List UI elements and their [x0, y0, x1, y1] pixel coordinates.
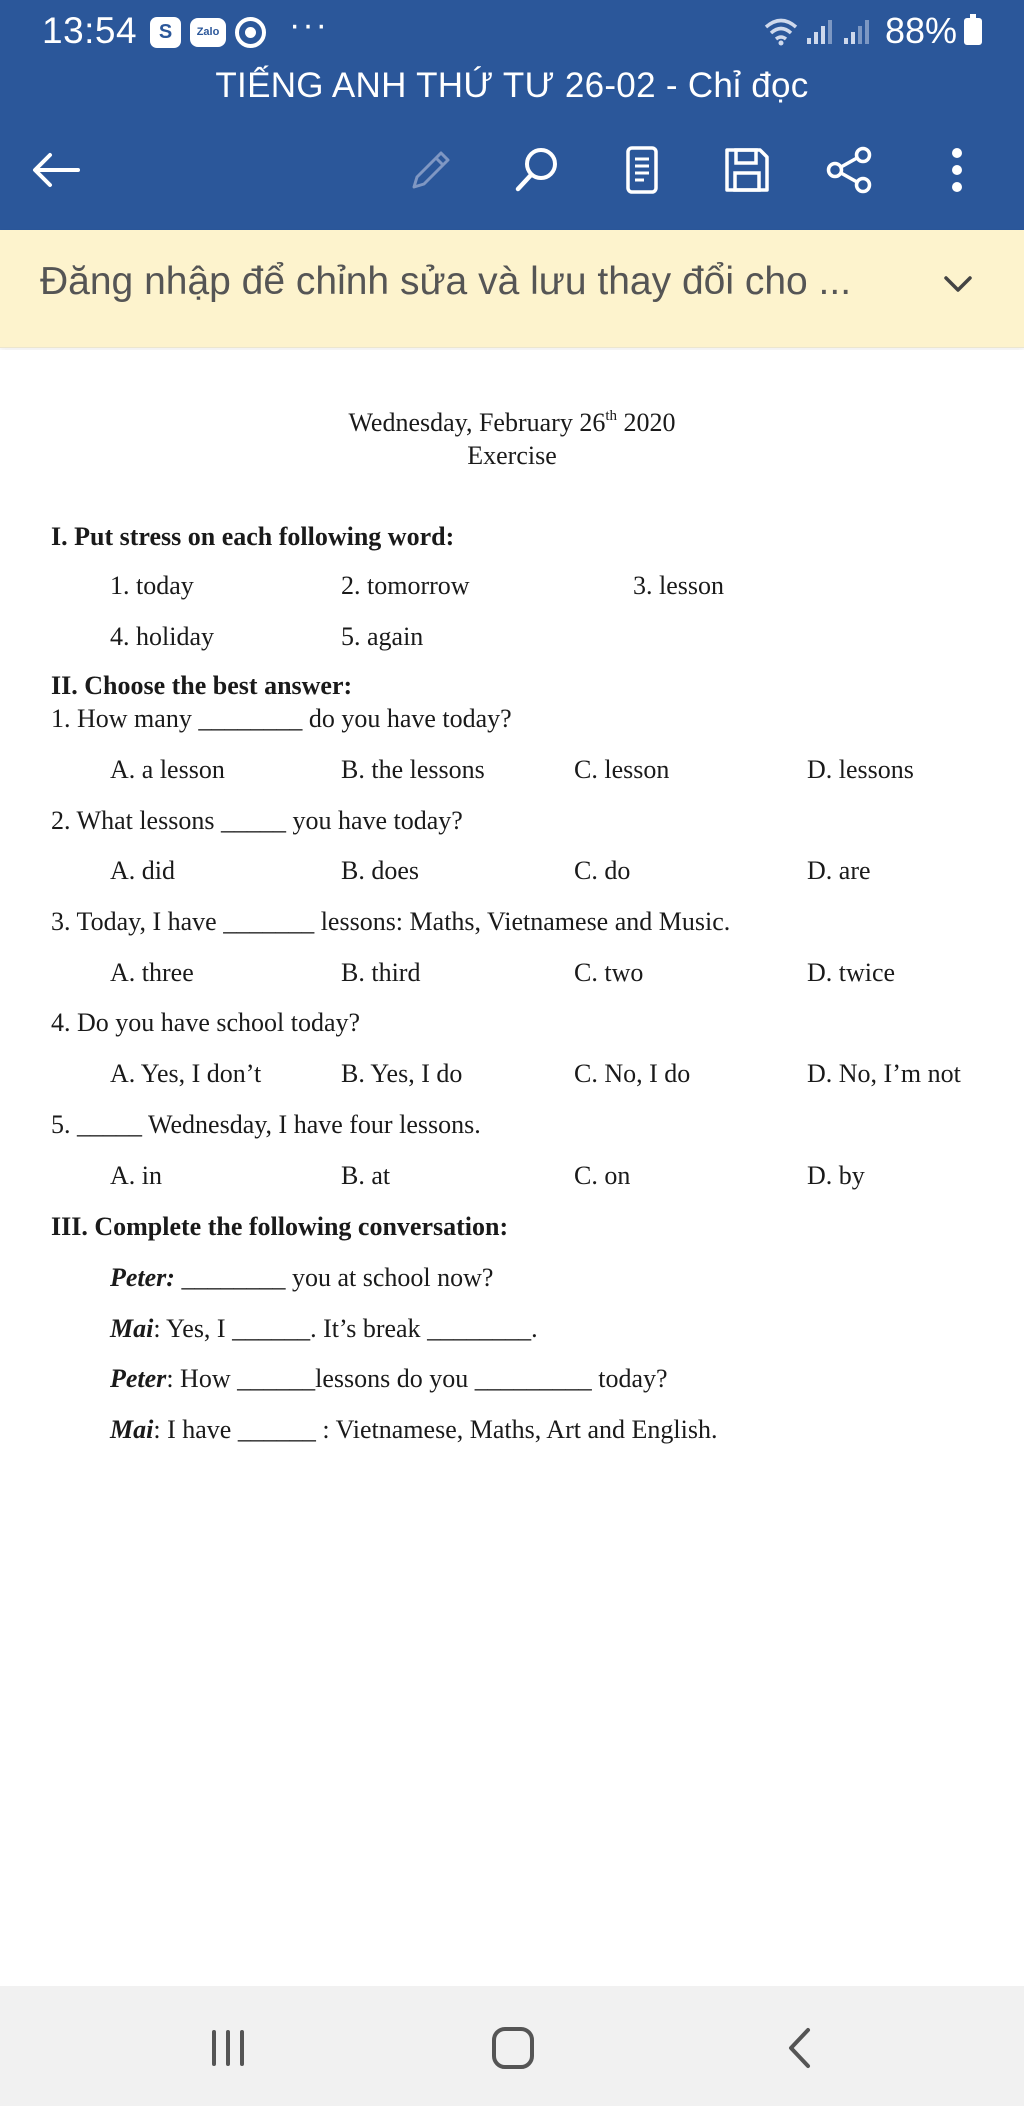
- share-icon[interactable]: [818, 138, 882, 202]
- speaker-name: Mai: [110, 1314, 154, 1343]
- conversation-line-2: Mai: Yes, I ______. It’s break ________.: [110, 1314, 538, 1343]
- answer-blank: ________: [198, 704, 303, 733]
- word-2: 2. tomorrow: [341, 571, 470, 600]
- zalo-icon: Zalo: [190, 18, 226, 47]
- section-2-heading: II. Choose the best answer:: [51, 671, 353, 700]
- status-time: 13:54: [42, 10, 138, 51]
- battery-icon: [964, 18, 982, 45]
- q1-option-b: B. the lessons: [341, 755, 485, 784]
- home-icon[interactable]: [473, 2008, 553, 2088]
- answer-blank: ________: [181, 1263, 286, 1292]
- question-5: 5. _____ Wednesday, I have four lessons.: [51, 1110, 481, 1139]
- conversation-line-4: Mai: I have ______ : Vietnamese, Maths, Art and English.: [110, 1415, 718, 1444]
- q3-option-a: A. three: [110, 958, 194, 987]
- status-bar: [0, 0, 1024, 64]
- answer-blank: _______: [223, 907, 315, 936]
- q1-option-a: A. a lesson: [110, 755, 225, 784]
- back-icon[interactable]: [760, 2008, 840, 2088]
- answer-blank: ______: [237, 1415, 316, 1444]
- shop-icon: S: [150, 17, 181, 48]
- answer-blank: ______: [237, 1364, 316, 1393]
- back-arrow-icon[interactable]: [24, 138, 88, 202]
- signin-banner-text: Đăng nhập để chỉnh sửa và lưu thay đổi cho ...: [40, 260, 852, 303]
- q3-option-d: D. twice: [807, 958, 896, 987]
- answer-blank: ________: [427, 1314, 532, 1343]
- signal-icon-1: [805, 16, 835, 46]
- document-title: TIẾNG ANH THỨ TƯ 26-02 - Chỉ đọc: [215, 66, 809, 105]
- word-4: 4. holiday: [110, 622, 214, 651]
- q3-option-c: C. two: [574, 958, 644, 987]
- question-2: 2. What lessons _____ you have today?: [51, 806, 463, 835]
- document-date: Wednesday, February 26th 2020: [348, 408, 676, 437]
- recent-apps-icon[interactable]: [188, 2008, 268, 2088]
- q1-option-d: D. lessons: [807, 755, 914, 784]
- q2-option-d: D. are: [807, 856, 871, 885]
- speaker-name: Mai: [110, 1415, 154, 1444]
- reading-view-icon[interactable]: [610, 138, 674, 202]
- answer-blank: _____: [77, 1110, 142, 1139]
- speaker-name: Peter:: [110, 1263, 175, 1292]
- question-4: 4. Do you have school today?: [51, 1008, 361, 1037]
- notification-icons: [150, 6, 329, 51]
- q4-option-d: D. No, I’m not: [807, 1059, 961, 1088]
- q2-option-b: B. does: [341, 856, 419, 885]
- edit-pencil-icon[interactable]: [399, 138, 463, 202]
- q4-option-c: C. No, I do: [574, 1059, 691, 1088]
- answer-blank: _________: [474, 1364, 592, 1393]
- q1-option-c: C. lesson: [574, 755, 670, 784]
- battery-percent: 88%: [884, 10, 957, 51]
- section-1-heading: I. Put stress on each following word:: [51, 522, 455, 551]
- app-header: [0, 0, 1024, 230]
- more-vert-icon[interactable]: [925, 138, 989, 202]
- more-notifications-icon: ···: [289, 6, 329, 44]
- document-subtitle: Exercise: [467, 441, 557, 470]
- q2-option-a: A. did: [110, 856, 175, 885]
- signin-banner[interactable]: [0, 230, 1024, 348]
- save-icon[interactable]: [715, 138, 779, 202]
- speaker-name: Peter: [110, 1364, 167, 1393]
- search-icon[interactable]: [505, 138, 569, 202]
- section-3-heading: III. Complete the following conversation:: [51, 1212, 509, 1241]
- conversation-line-1: Peter: ________ you at school now?: [110, 1263, 494, 1292]
- q5-option-d: D. by: [807, 1161, 865, 1190]
- wifi-icon: [764, 15, 798, 47]
- status-indicators: [764, 10, 982, 52]
- q5-option-b: B. at: [341, 1161, 391, 1190]
- messenger-icon: [235, 17, 266, 48]
- word-1: 1. today: [110, 571, 194, 600]
- word-5: 5. again: [341, 622, 424, 651]
- q4-option-b: B. Yes, I do: [341, 1059, 463, 1088]
- q5-option-c: C. on: [574, 1161, 631, 1190]
- chevron-down-icon[interactable]: [938, 272, 978, 296]
- answer-blank: _____: [220, 806, 286, 835]
- q3-option-b: B. third: [341, 958, 421, 987]
- question-1: 1. How many ________ do you have today?: [51, 704, 512, 733]
- system-nav-bar: [0, 1986, 1024, 2106]
- q2-option-c: C. do: [574, 856, 631, 885]
- signal-icon-2: [842, 16, 872, 46]
- q5-option-a: A. in: [110, 1161, 162, 1190]
- document-page: [0, 350, 1024, 1986]
- conversation-line-3: Peter: How ______lessons do you _________ today?: [110, 1364, 668, 1393]
- question-3: 3. Today, I have _______ lessons: Maths, Vietnamese and Music.: [51, 907, 731, 936]
- q4-option-a: A. Yes, I don’t: [110, 1059, 262, 1088]
- word-3: 3. lesson: [633, 571, 724, 600]
- answer-blank: ______: [232, 1314, 311, 1343]
